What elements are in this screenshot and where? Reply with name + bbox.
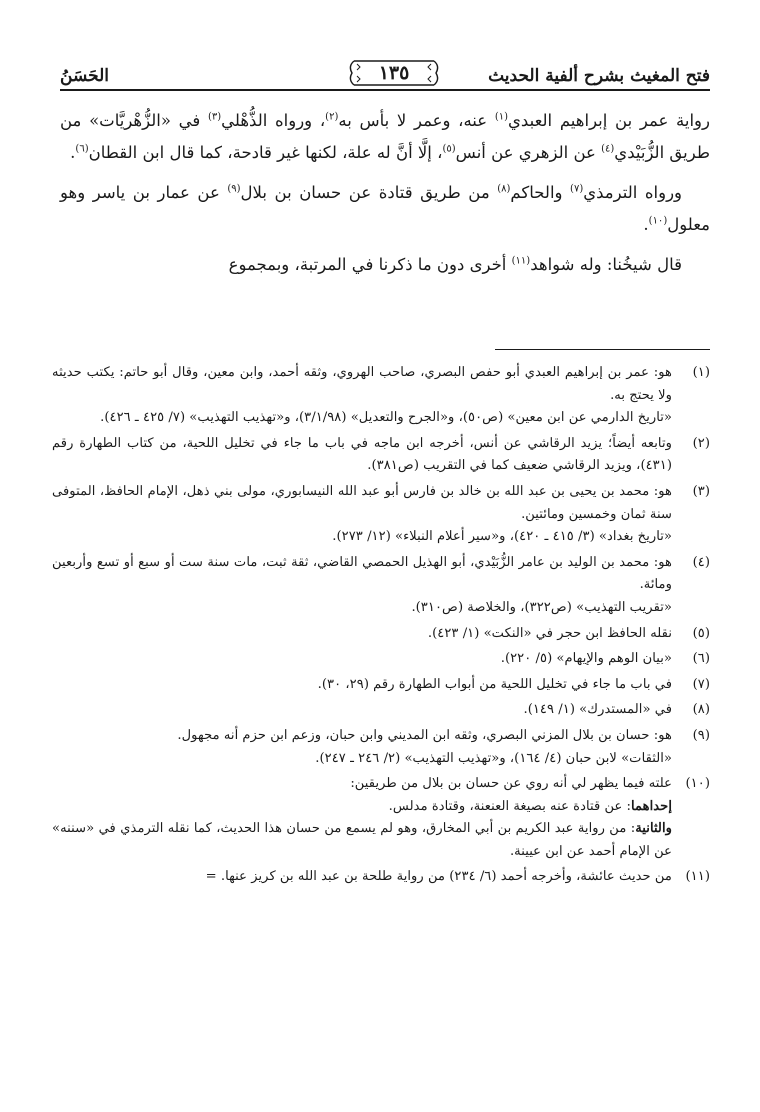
running-header <box>60 58 710 92</box>
footnote-9: (٩) هو: حسان بن بلال المزني البصري، وثقه ابن المديني وابن حبان، وزعم ابن حزم أنه مجهول. «الثقات» لابن حبان (٤/ ١٦٤)، و«تهذيب التهذيب» (٢/ ٢٤٦ ـ ٢٤٧). <box>177 727 710 766</box>
footnotes <box>52 362 710 892</box>
footnote-2: (٢) وتابعه أيضاً؛ يزيد الرقاشي عن أنس، أخرجه ابن ماجه في باب ما جاء في تخليل اللحية، من كتاب الطهارة رقم (٤٣١)، ويزيد الرقاشي ضعيف كما في التقريب (ص٣٨١). <box>52 435 710 474</box>
paragraph-1: رواية عمر بن إبراهيم العبدي$^{(١)}$ عنه، وعمر لا بأس به$^{(٢)}$، ورواه الذُّهْلي$^{(٣)}$ في «الزُّهْريَّات» من طريق الزُّبَيْدي$^{(٤)}$ عن الزهري عن أنس$^{(٥)}$، إلَّا أنَّ له علة، لكنها غير قادحة، كما قال ابن القطان$^{(٦)}$. <box>60 111 710 162</box>
page-number: ١٣٥ <box>378 62 410 84</box>
footnote-separator <box>495 349 710 350</box>
footnote-4: (٤) هو: محمد بن الوليد بن عامر الزُّبَيْدي، أبو الهذيل الحمصي القاضي، ثقة ثبت، مات سنة ست أو سبع أو تسع وأربعين ومائة. «تقريب التهذيب» (ص٣٢٢)، والخلاصة (ص٣١٠). <box>52 554 710 615</box>
section-title: الحَسَنُ <box>60 66 109 86</box>
footnote-8: (٨) في «المستدرك» (١/ ١٤٩). <box>523 702 710 718</box>
footnote-3: (٣) هو: محمد بن يحيى بن عبد الله بن خالد بن فارس أبو عبد الله النيسابوري، مولى بني ذهل، الإمام الحافظ، المتوفى سنة ثمان وخمسين ومائتين. «تاريخ بغداد» (٣/ ٤١٥ ـ ٤٢٠)، و«سير أعلام النبلاء» (١٢/ ٢٧٣). <box>52 483 710 545</box>
book-title: فتح المغيث بشرح ألفية الحديث <box>488 66 710 86</box>
footnote-10: (١٠) علته فيما يظهر لي أنه روي عن حسان بن بلال من طريقين: إحداهما: عن قتادة عنه بصيغة العنعنة، وقتادة مدلس. والثانية: من رواية عبد الكريم بن أبي المخارق، وهو لم يسمع من حسان هذا الحديث، كما نقله الترمذي في «سننه» عن الإمام أحمد عن ابن عيينة. <box>52 776 710 859</box>
footnote-11: (١١) من حديث عائشة، وأخرجه أحمد (٦/ ٢٣٤) من رواية طلحة بن عبد الله بن كريز عنها. = <box>205 869 710 885</box>
footnote-1: (١) هو: عمر بن إبراهيم العبدي أبو حفص البصري، صاحب الهروي، وثقه أحمد، وابن معين، وقال أبو حاتم: يكتب حديثه ولا يحتج به. «تاريخ الدارمي عن ابن معين» (ص٥٠)، و«الجرح والتعديل» (٣/١/٩٨)، و«تهذيب التهذيب» (٧/ ٤٢٥ ـ ٤٢٦). <box>52 365 710 426</box>
footnote-7: (٧) في باب ما جاء في تخليل اللحية من أبواب الطهارة رقم (٢٩، ٣٠). <box>317 676 710 692</box>
footnote-5: (٥) نقله الحافظ ابن حجر في «النكت» (١/ ٤٢٣). <box>427 625 710 641</box>
footnote-6: (٦) «بيان الوهم والإيهام» (٥/ ٢٢٠). <box>500 651 710 667</box>
paragraph-2: ورواه الترمذي$^{(٧)}$ والحاكم$^{(٨)}$ من طريق قتادة عن حسان بن بلال$^{(٩)}$ عن عمار بن ياسر وهو معلول$^{(١٠)}$. <box>60 183 710 234</box>
main-text <box>60 105 710 289</box>
page-number-frame <box>348 58 440 88</box>
header-rule <box>60 89 710 91</box>
paragraph-3: قال شيخُنا: وله شواهد$^{(١١)}$ أخرى دون ما ذكرنا في المرتبة، وبمجموع <box>228 255 682 274</box>
